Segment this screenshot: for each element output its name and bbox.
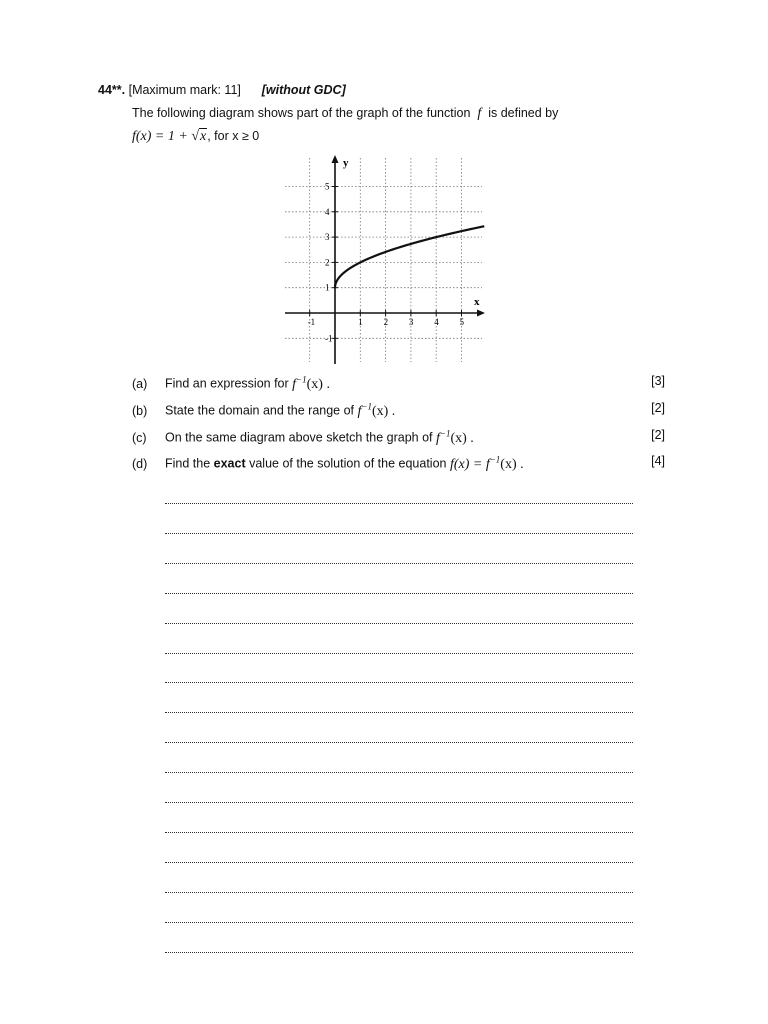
intro-end-text: is defined by: [488, 106, 559, 120]
calculator-note: [without GDC]: [261, 83, 346, 97]
x-tick-label: 5: [459, 317, 464, 327]
max-mark: [Maximum mark: 11]: [128, 83, 241, 97]
definition-radicand: x: [200, 129, 207, 144]
part-math: $f^{-1}(x)$ .: [357, 401, 396, 419]
y-tick-label: 4: [325, 206, 330, 217]
part-label: (c): [132, 430, 147, 445]
x-tick-label: 2: [383, 317, 389, 327]
part-mark: [2]: [651, 428, 665, 442]
part-text: Find the exact value of the solution of the equation: [165, 456, 450, 471]
answer-line[interactable]: [165, 802, 633, 803]
part-text: Find an expression for: [165, 376, 293, 391]
question-part: [132, 401, 395, 420]
answer-line[interactable]: [165, 922, 633, 923]
question-number: 44**.: [98, 83, 126, 97]
part-mark: [2]: [651, 401, 665, 415]
definition-lhs: f(x) = 1 +: [132, 129, 188, 144]
x-tick-label: 4: [434, 317, 439, 327]
part-math: $f(x) = f^{-1}(x)$ .: [449, 454, 524, 472]
answer-line[interactable]: [165, 712, 633, 713]
answer-line[interactable]: [165, 503, 633, 504]
x-tick-label: 3: [408, 317, 414, 327]
part-mark: [4]: [651, 454, 665, 468]
y-tick-label: 1: [325, 282, 330, 293]
answer-line[interactable]: [165, 952, 633, 953]
x-axis-arrow: [477, 310, 485, 317]
definition-domain: , for x ≥ 0: [207, 129, 260, 143]
answer-line[interactable]: [165, 593, 633, 594]
answer-line[interactable]: [165, 742, 633, 743]
question-header: [98, 83, 346, 97]
part-mark: [3]: [651, 374, 665, 388]
part-text: State the domain and the range of: [165, 403, 358, 418]
part-label: (a): [132, 376, 148, 391]
part-math: $f^{-1}(x)$ .: [292, 374, 330, 392]
function-definition: f(x) = 1 + √x, for x ≥ 0: [132, 129, 260, 144]
y-axis-label: y: [343, 157, 349, 169]
answer-line[interactable]: [165, 772, 633, 773]
y-tick-label: 5: [325, 181, 330, 192]
answer-line[interactable]: [165, 623, 633, 624]
x-tick-label: 1: [358, 317, 363, 327]
answer-line[interactable]: [165, 862, 633, 863]
question-part: [132, 428, 474, 447]
part-text: On the same diagram above sketch the graph of: [165, 430, 436, 445]
answer-line[interactable]: [165, 533, 633, 534]
y-tick-label: 3: [325, 232, 330, 243]
answer-line[interactable]: [165, 653, 633, 654]
graph-grid: [285, 158, 482, 362]
x-axis-label: x: [474, 296, 480, 308]
function-graph: [280, 150, 490, 370]
graph-axes: [285, 155, 485, 364]
question-intro: [132, 106, 558, 122]
part-label: (d): [132, 456, 148, 471]
part-math: $f^{-1}(x)$ .: [436, 428, 474, 446]
x-tick-label: -1: [307, 317, 316, 327]
answer-line[interactable]: [165, 563, 633, 564]
intro-text: The following diagram shows part of the graph of the function: [132, 106, 471, 120]
y-tick-label: -1: [325, 333, 333, 344]
y-tick-label: 2: [325, 257, 330, 268]
answer-line[interactable]: [165, 682, 633, 683]
question-part: [132, 454, 524, 473]
answer-line[interactable]: [165, 892, 633, 893]
question-part: [132, 374, 330, 393]
part-label: (b): [132, 403, 148, 418]
func-symbol: f: [477, 106, 482, 121]
y-axis-arrow: [332, 155, 339, 163]
answer-line[interactable]: [165, 832, 633, 833]
